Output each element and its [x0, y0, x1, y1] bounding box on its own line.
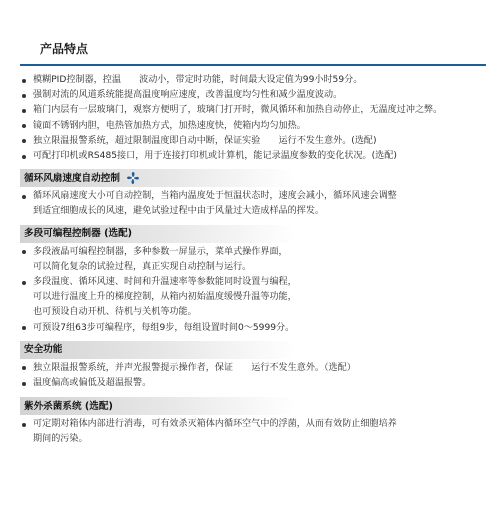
fan-icon — [126, 171, 140, 185]
list-item: 可预设7组63步可编程序，每组9步，每组设置时间0～5999分。 — [20, 321, 486, 336]
bullet-icon — [22, 382, 26, 386]
uv-sterilization-section — [20, 397, 486, 447]
list-item: 循环风扇速度大小可自动控制，当箱内温度处于恒温状态时，速度会减小，循环风速会调整 到适宜细胞成长的风速，避免试验过程中由于风量过大造成样品的挥发。 — [20, 189, 486, 219]
bullet-icon — [22, 195, 26, 199]
bullet-icon — [22, 139, 26, 143]
multi-section-title: 多段可编程控制器 (选配) — [24, 228, 133, 240]
list-item: 温度偏高或偏低及超温报警。 — [20, 376, 486, 391]
feature-list — [20, 73, 486, 164]
multi-stage-controller-section — [20, 225, 486, 336]
uv-section-title: 紫外杀菌系统 (选配) — [24, 400, 113, 412]
bullet-icon — [22, 109, 26, 113]
section-title-bar — [20, 32, 486, 66]
bullet-icon — [22, 366, 26, 370]
section-heading — [20, 169, 296, 187]
feature-item: 独立限温报警系统，超过限制温度即自动中断，保证实验 运行不发生意外。(选配) — [20, 134, 486, 149]
bullet-icon — [22, 124, 26, 128]
page-title: 产品特点 — [40, 42, 89, 56]
list-item: 独立限温报警系统，并声光报警提示操作者，保证 运行不发生意外。（选配） — [20, 361, 486, 376]
section-heading — [20, 225, 296, 243]
title-underline — [20, 64, 486, 66]
bullet-icon — [22, 326, 26, 330]
page — [0, 32, 500, 532]
bullet-icon — [22, 423, 26, 427]
feature-item: 箱门内层有一层玻璃门，观察方便明了，玻璃门打开时，微风循环和加热自动停止，无温度过冲之弊。 — [20, 103, 486, 118]
bullet-icon — [22, 155, 26, 159]
fan-control-section — [20, 169, 486, 219]
list-item: 多段温度、循环风速、时间和升温速率等参数能同时设置与编程， 可以进行温度上升的梯度控制，从箱内初始温度缓慢升温等功能， 也可预设自动开机、待机与关机等功能。 — [20, 275, 486, 321]
feature-item: 可配打印机或RS485接口，用于连接打印机或计算机，能记录温度参数的变化状况。(选配) — [20, 149, 486, 164]
bullet-icon — [22, 250, 26, 254]
section-heading — [20, 397, 296, 415]
safety-section — [20, 341, 486, 391]
bullet-icon — [22, 79, 26, 83]
feature-item: 镜面不锈钢内胆，电热管加热方式，加热速度快，使箱内均匀加热。 — [20, 119, 486, 134]
bullet-icon — [22, 94, 26, 98]
list-item: 多段液晶可编程控制器，多种参数一屏显示，菜单式操作界面， 可以简化复杂的试验过程，真正实现自动控制与运行。 — [20, 245, 486, 275]
bullet-icon — [22, 281, 26, 285]
section-heading — [20, 341, 296, 359]
safety-section-title: 安全功能 — [24, 344, 63, 356]
list-item: 可定期对箱体内部进行消毒，可有效杀灭箱体内循环空气中的浮菌，从而有效防止细胞培养 期间的污染。 — [20, 417, 486, 447]
feature-item: 模糊PID控制器，控温 波动小，带定时功能，时间最大设定值为99小时59分。 — [20, 73, 486, 88]
feature-item: 强制对流的风道系统能提高温度响应速度，改善温度均匀性和减少温度波动。 — [20, 88, 486, 103]
fan-section-title: 循环风扇速度自动控制 — [24, 172, 120, 184]
